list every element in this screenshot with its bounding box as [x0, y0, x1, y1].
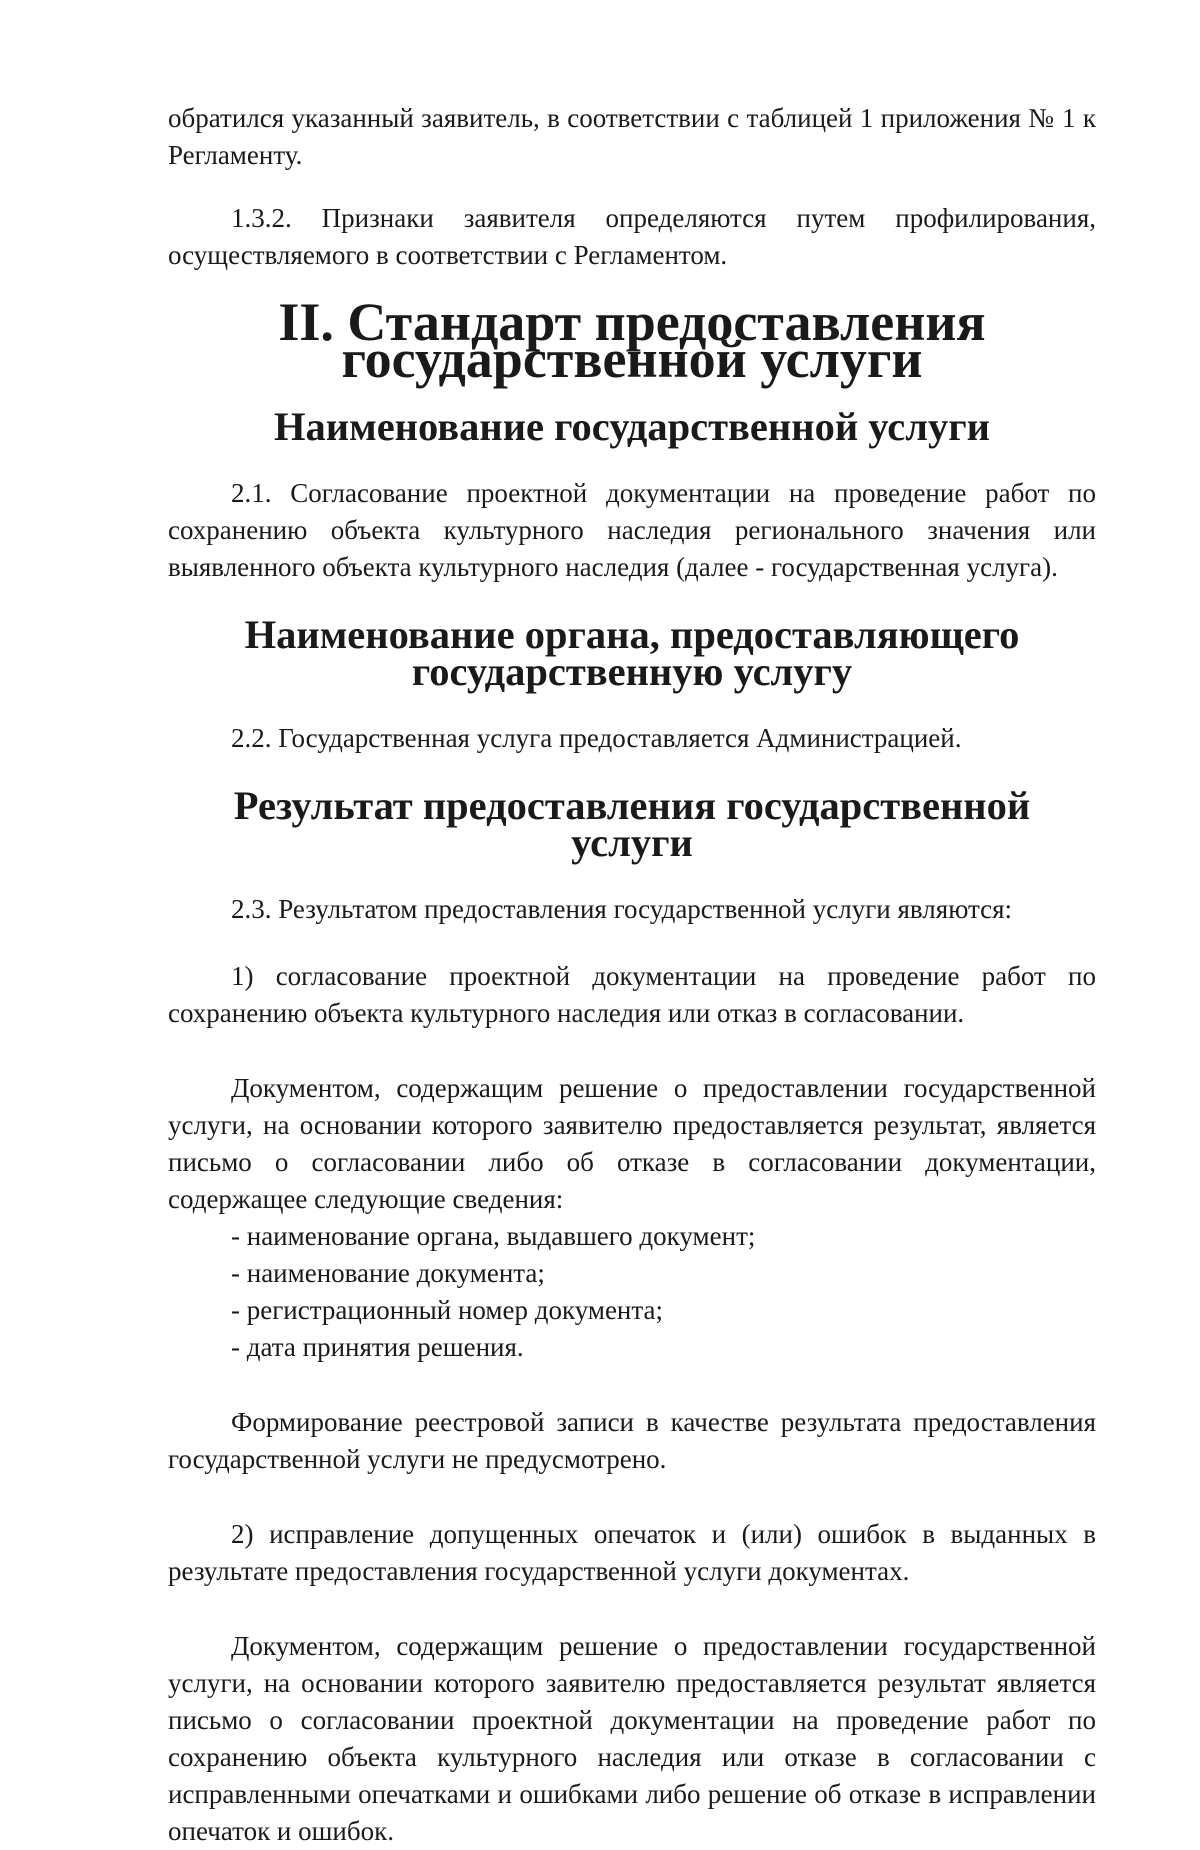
list-item: - наименование органа, выдавшего документ;: [231, 1221, 756, 1251]
heading-service-result: Результат предоставления государственной услуги: [233, 783, 1031, 865]
paragraph-document-1: Документом, содержащим решение о предоставлении государственной услуги, на основании которого заявителю предоставляется результат, является письмо о согласовании либо об отказе в согласовании документации, содержащее следующие сведения:: [168, 1073, 1096, 1214]
section-2-title: II. Стандарт предоставления государственной услуги: [278, 292, 986, 389]
heading-service-name: Наименование государственной услуги: [274, 404, 990, 449]
paragraph-registry: Формирование реестровой записи в качестве результата предоставления государственной услуги не предусмотрено.: [168, 1407, 1096, 1474]
details-list: [168, 1218, 1096, 1366]
paragraph-item-1: 1) согласование проектной документации на проведение работ по сохранению объекта культурного наследия или отказ в согласовании.: [168, 961, 1096, 1028]
paragraph-document-2: Документом, содержащим решение о предоставлении государственной услуги, на основании которого заявителю предоставляется результат является письмо о согласовании проектной документации на проведение работ по сохранению объекта культурного наследия или отказе в согласовании с исправленными опечатками и ошибками либо решение об отказе в исправлении опечаток и ошибок.: [168, 1631, 1096, 1846]
paragraph-intro: обратился указанный заявитель, в соответствии с таблицей 1 приложения № 1 к Регламенту.: [168, 103, 1096, 170]
paragraph-2-2: 2.2. Государственная услуга предоставляется Администрацией.: [231, 723, 962, 753]
list-item: - дата принятия решения.: [231, 1332, 524, 1362]
heading-providing-body: Наименование органа, предоставляющего государственную услугу: [244, 612, 1020, 694]
list-item: - регистрационный номер документа;: [231, 1295, 663, 1325]
paragraph-2-3: 2.3. Результатом предоставления государственной услуги являются:: [231, 894, 1013, 924]
list-item: - наименование документа;: [231, 1258, 545, 1288]
paragraph-1-3-2: 1.3.2. Признаки заявителя определяются путем профилирования, осуществляемого в соответствии с Регламентом.: [168, 203, 1096, 270]
paragraph-2-1: 2.1. Согласование проектной документации на проведение работ по сохранению объекта культурного наследия регионального значения или выявленного объекта культурного наследия (далее - государственная услуга).: [168, 478, 1096, 582]
paragraph-item-2: 2) исправление допущенных опечаток и (или) ошибок в выданных в результате предоставления государственной услуги документах.: [168, 1519, 1096, 1586]
